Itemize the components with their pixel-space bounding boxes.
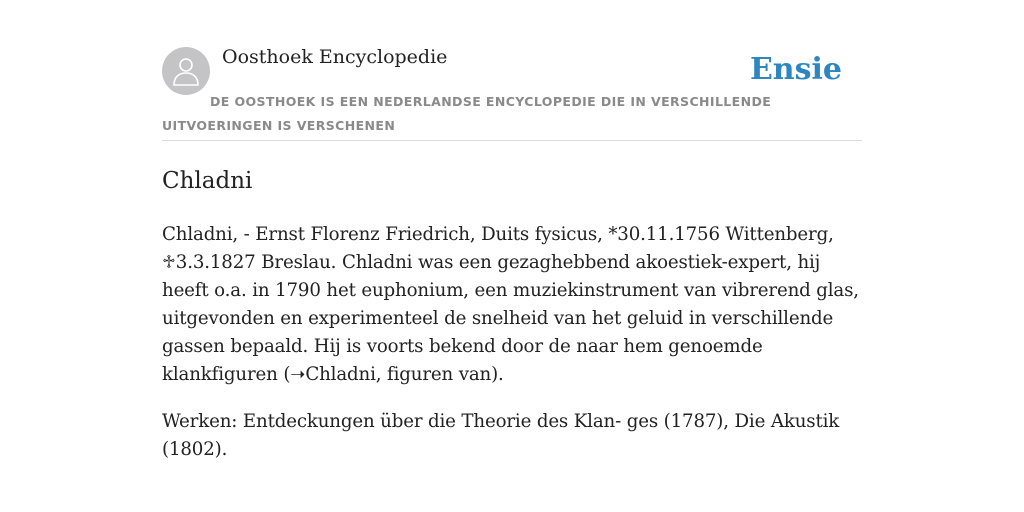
source-tagline: DE OOSTHOEK IS EEN NEDERLANDSE ENCYCLOPEDIE DIE IN VERSCHILLENDE UITVOERINGEN IS VERSCHENEN <box>162 94 772 133</box>
article-card <box>162 40 862 464</box>
source-name[interactable]: Oosthoek Encyclopedie <box>222 46 448 68</box>
article-title: Chladni <box>162 168 253 194</box>
source-header <box>162 40 862 141</box>
user-silhouette <box>172 56 200 86</box>
brand-logo[interactable]: Ensie <box>749 52 842 87</box>
article-paragraph: Chladni, - Ernst Florenz Friedrich, Duits fysicus, *30.11.1756 Wittenberg, ♱3.3.1827 Breslau. Chladni was een gezaghebbend akoestiek-expert, hij heeft o.a. in 1790 het euphonium, een muziekinstrument van vibrerend glas, uitgevonden en experimenteel de snelheid van het geluid in verschillende gassen bepaald. Hij is voorts bekend door de naar hem genoemde klankfiguren (➝Chladni, figuren van). <box>162 224 859 385</box>
article-paragraph: Werken: Entdeckungen über die Theorie des Klan- ges (1787), Die Akustik (1802). <box>162 411 840 460</box>
user-icon[interactable] <box>162 47 210 95</box>
